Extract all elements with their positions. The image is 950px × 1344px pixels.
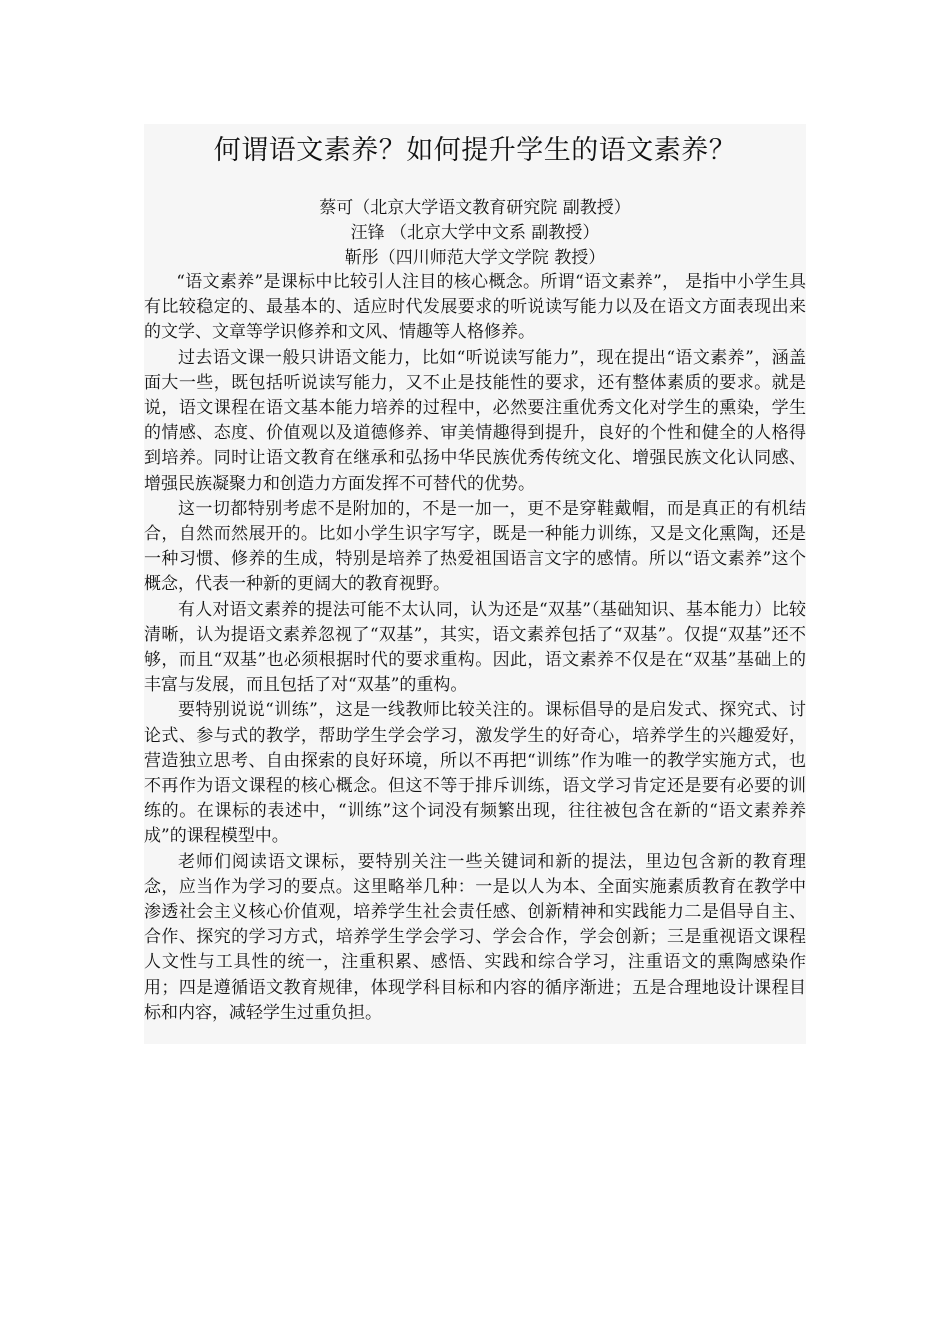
paragraph: 有人对语文素养的提法可能不太认同，认为还是“双基”（基础知识、基本能力）比较清晰，认为提语文素养忽视了“双基”，其实，语文素养包括了“双基”。仅提“双基”还不够，而且“双基”也必须根据时代的要求重构。因此，语文素养不仅是在“双基”基础上的丰富与发展，而且包括了对“双基”的重构。 [144,599,806,696]
paragraph: “语文素养”是课标中比较引人注目的核心概念。所谓“语文素养”， 是指中小学生具有比较稳定的、最基本的、适应时代发展要求的听说读写能力以及在语文方面表现出来的文学、文章等学识修养和文风、情趣等人格修养。 [144,272,806,343]
document-page [144,124,806,1044]
paragraph: 老师们阅读语文课标，要特别关注一些关键词和新的提法，里边包含新的教育理念，应当作为学习的要点。这里略举几种：一是以人为本、全面实施素质教育在教学中渗透社会主义核心价值观，培养学生社会责任感、创新精神和实践能力二是倡导自主、合作、探究的学习方式，培养学生学会学习、学会合作，学会创新；三是重视语文课程人文性与工具性的统一，注重积累、感悟、实践和综合学习，注重语文的熏陶感染作用；四是遵循语文教育规律，体现学科目标和内容的循序渐进；五是合理地设计课程目标和内容，减轻学生过重负担。 [144,851,806,1023]
author-list [144,196,806,271]
author-line: 靳彤（四川师范大学文学院 教授） [344,248,606,268]
article-body [144,270,806,1026]
paragraph: 要特别说说“训练”，这是一线教师比较关注的。课标倡导的是启发式、探究式、讨论式、参与式的教学，帮助学生学会学习，激发学生的好奇心，培养学生的兴趣爱好，营造独立思考、自由探索的良好环境，所以不再把“训练”作为唯一的教学实施方式，也不再作为语文课程的核心概念。但这不等于排斥训练，语文学习肯定还是要有必要的训练的。在课标的表述中，“训练”这个词没有频繁出现，往往被包含在新的“语文素养养成”的课程模型中。 [144,700,806,847]
paragraph: 这一切都特别考虑不是附加的，不是一加一，更不是穿鞋戴帽，而是真正的有机结合，自然而然展开的。比如小学生识字写字，既是一种能力训练，又是文化熏陶，还是一种习惯、修养的生成，特别是培养了热爱祖国语言文字的感情。所以“语文素养”这个概念，代表一种新的更阔大的教育视野。 [144,498,806,595]
page-title: 何谓语文素养？如何提升学生的语文素养？ [213,135,737,166]
author-line: 汪锋 （北京大学中文系 副教授） [350,223,600,243]
author-line: 蔡可（北京大学语文教育研究院 副教授） [319,198,631,218]
paragraph: 过去语文课一般只讲语文能力，比如“听说读写能力”，现在提出“语文素养”，涵盖面大一些，既包括听说读写能力，又不止是技能性的要求，还有整体素质的要求。就是说，语文课程在语文基本能力培养的过程中，必然要注重优秀文化对学生的熏染，学生的情感、态度、价值观以及道德修养、审美情趣得到提升，良好的个性和健全的人格得到培养。同时让语文教育在继承和弘扬中华民族优秀传统文化、增强民族文化认同感、增强民族凝聚力和创造力方面发挥不可替代的优势。 [144,347,806,494]
